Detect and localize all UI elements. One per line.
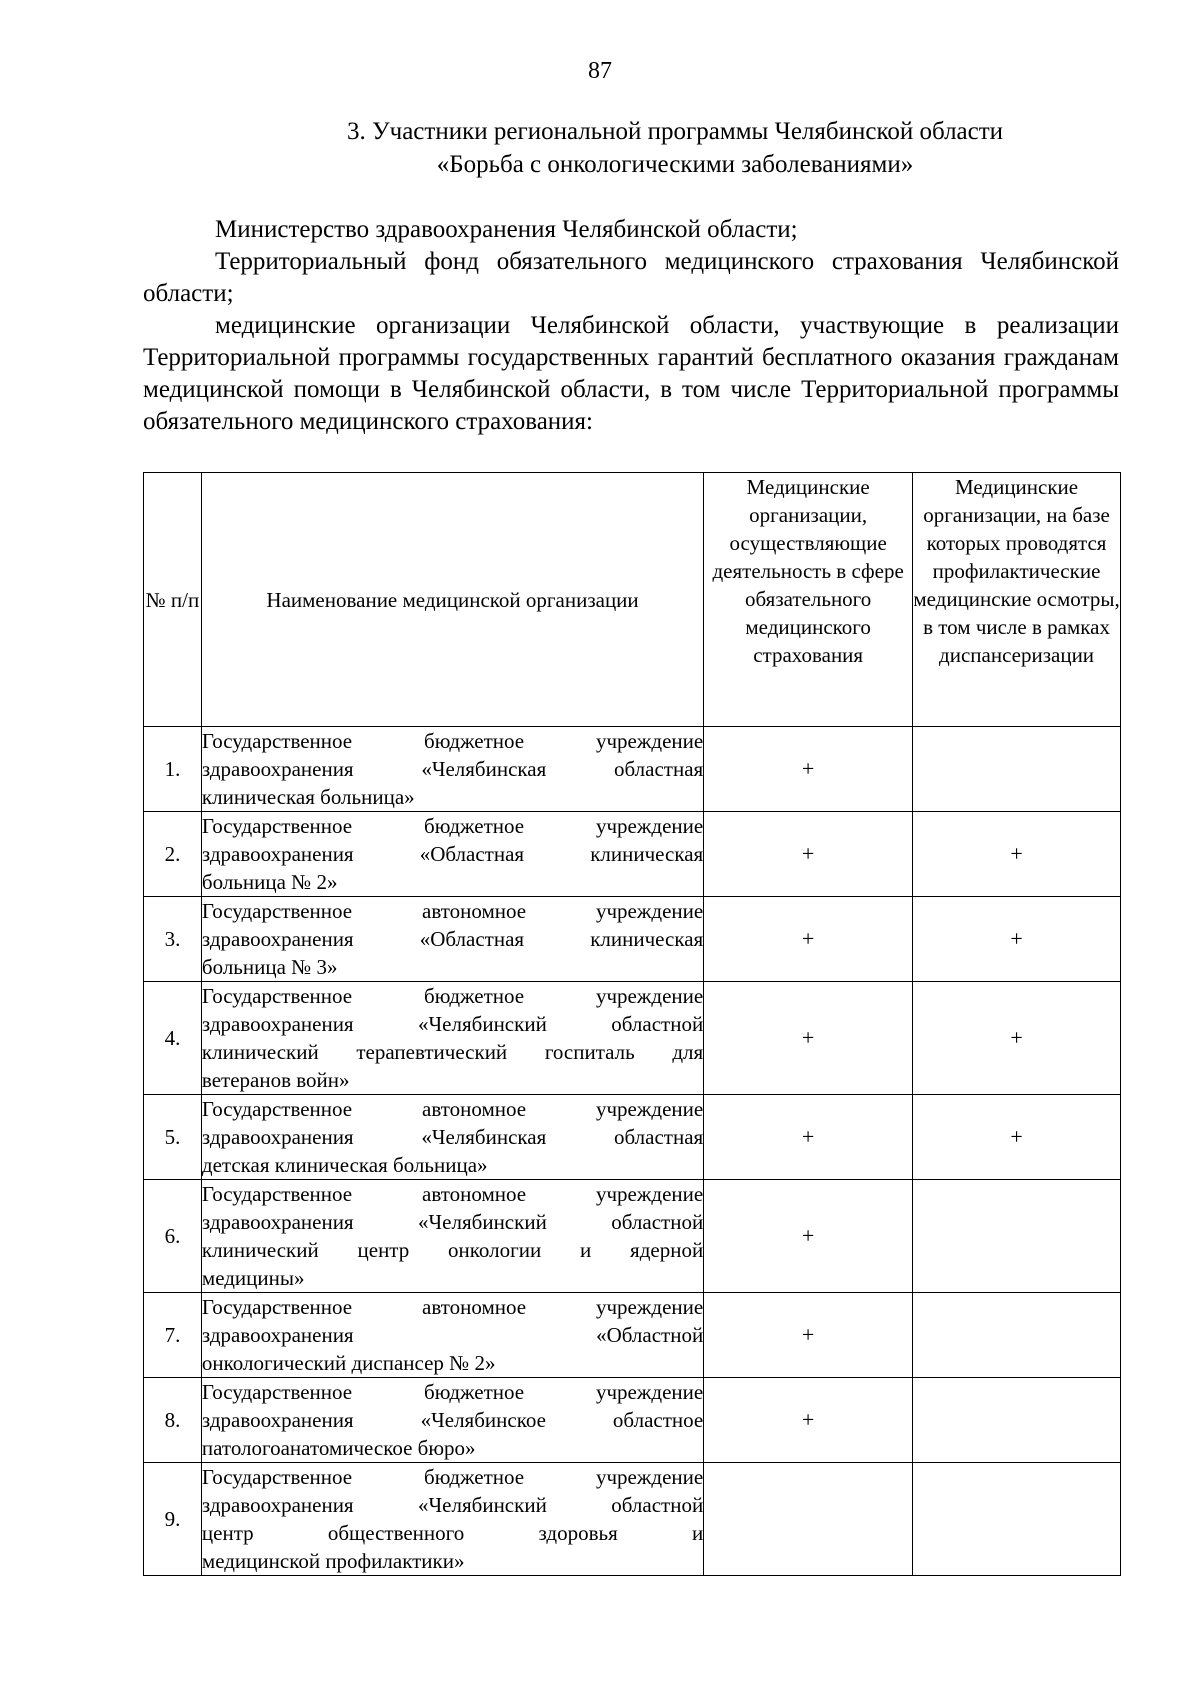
organization-name-line: Государственное бюджетное учреждение [201, 729, 704, 753]
paragraph-ministry: Министерство здравоохранения Челябинской области; [215, 216, 798, 243]
row-number: 6. [144, 1180, 202, 1293]
prophylaxis-mark: + [913, 897, 1121, 982]
organization-name [201, 1463, 703, 1576]
organization-name-line: медицины» [201, 1266, 305, 1290]
oms-mark: + [704, 897, 913, 982]
table-row [144, 1463, 1121, 1576]
paragraph-organizations: медицинские организации Челябинской области, участвующие в реализации Территориальной программы государственных гарантий бесплатного оказания гражданам медицинской помощи в Челябинской области, в том числе Территориальной программы обязательного медицинского страхования: [143, 312, 1119, 435]
organization-name [201, 897, 703, 982]
organization-name-line: здравоохранения «Областной [201, 1323, 704, 1347]
table-row [144, 727, 1121, 812]
header-number: № п/п [144, 473, 202, 727]
table-row [144, 1378, 1121, 1463]
row-number: 4. [144, 982, 202, 1095]
row-number: 5. [144, 1095, 202, 1180]
prophylaxis-mark [913, 1180, 1121, 1293]
oms-mark: + [704, 982, 913, 1095]
row-number: 8. [144, 1378, 202, 1463]
organization-name-line: ветеранов войн» [201, 1068, 350, 1092]
row-number: 3. [144, 897, 202, 982]
organization-name-line: Государственное автономное учреждение [201, 899, 704, 923]
organization-name-line: Государственное бюджетное учреждение [201, 984, 704, 1008]
organization-name-line: здравоохранения «Областная клиническая [201, 842, 704, 866]
organization-name-line: Государственное бюджетное учреждение [201, 814, 704, 838]
table-row [144, 982, 1121, 1095]
prophylaxis-mark: + [913, 812, 1121, 897]
table-header-row [144, 473, 1121, 727]
organization-name-line: онкологический диспансер № 2» [201, 1351, 496, 1375]
paragraph-fund: Территориальный фонд обязательного медицинского страхования Челябинской области; [143, 248, 1119, 307]
organization-name [201, 1378, 703, 1463]
table-row [144, 812, 1121, 897]
prophylaxis-mark [913, 1293, 1121, 1378]
organization-name-line: Государственное автономное учреждение [201, 1182, 704, 1206]
oms-mark: + [704, 1293, 913, 1378]
heading-line-2: «Борьба с онкологическими заболеваниями» [436, 151, 914, 178]
organization-name-line: здравоохранения «Челябинский областной [201, 1210, 704, 1234]
table-row [144, 1293, 1121, 1378]
oms-mark: + [704, 727, 913, 812]
organization-name-line: здравоохранения «Челябинский областной [201, 1493, 704, 1517]
organization-name-line: Государственное бюджетное учреждение [201, 1380, 704, 1404]
organization-name-line: клинический центр онкологии и ядерной [201, 1238, 704, 1262]
organization-name-line: Государственное бюджетное учреждение [201, 1465, 704, 1489]
page-number: 87 [588, 58, 612, 84]
oms-mark: + [704, 812, 913, 897]
organization-name-line: детская клиническая больница» [201, 1153, 488, 1177]
organization-name-line: здравоохранения «Челябинское областное [201, 1408, 704, 1432]
prophylaxis-mark: + [913, 982, 1121, 1095]
oms-mark: + [704, 1095, 913, 1180]
organization-name-line: клиническая больница» [201, 785, 415, 809]
organization-name-line: больница № 3» [201, 955, 338, 979]
prophylaxis-mark [913, 727, 1121, 812]
row-number: 9. [144, 1463, 202, 1576]
organization-name [201, 812, 703, 897]
prophylaxis-mark [913, 1378, 1121, 1463]
organization-name [201, 727, 703, 812]
organization-name-line: медицинской профилактики» [201, 1549, 465, 1573]
organization-name [201, 1095, 703, 1180]
heading-line-1: 3. Участники региональной программы Челябинской области [346, 118, 1004, 145]
row-number: 1. [144, 727, 202, 812]
organizations-table [143, 472, 1121, 1576]
table-row [144, 1095, 1121, 1180]
section-heading [245, 115, 1105, 181]
prophylaxis-mark [913, 1463, 1121, 1576]
organization-name-line: клинический терапевтический госпиталь для [201, 1040, 704, 1064]
header-name: Наименование медицинской организации [201, 473, 703, 727]
row-number: 2. [144, 812, 202, 897]
prophylaxis-mark: + [913, 1095, 1121, 1180]
oms-mark: + [704, 1180, 913, 1293]
organization-name-line: Государственное автономное учреждение [201, 1097, 704, 1121]
organization-name [201, 1180, 703, 1293]
organization-name-line: больница № 2» [201, 870, 338, 894]
header-oms: Медицинские организации, осуществляющие деятельность в сфере обязательного медицинского страхования [704, 473, 913, 727]
organization-name-line: Государственное автономное учреждение [201, 1295, 704, 1319]
table-body [144, 727, 1121, 1576]
oms-mark [704, 1463, 913, 1576]
table-row [144, 897, 1121, 982]
organization-name-line: центр общественного здоровья и [201, 1521, 704, 1545]
row-number: 7. [144, 1293, 202, 1378]
organization-name-line: здравоохранения «Челябинский областной [201, 1012, 704, 1036]
organization-name [201, 982, 703, 1095]
header-prophylaxis: Медицинские организации, на базе которых проводятся профилактические медицинские осмотры, в том числе в рамках диспансеризации [913, 473, 1121, 727]
organization-name [201, 1293, 703, 1378]
organization-name-line: здравоохранения «Челябинская областная [201, 757, 704, 781]
organization-name-line: здравоохранения «Челябинская областная [201, 1125, 704, 1149]
table-row [144, 1180, 1121, 1293]
organization-name-line: здравоохранения «Областная клиническая [201, 927, 704, 951]
organization-name-line: патологоанатомическое бюро» [201, 1436, 476, 1460]
oms-mark: + [704, 1378, 913, 1463]
